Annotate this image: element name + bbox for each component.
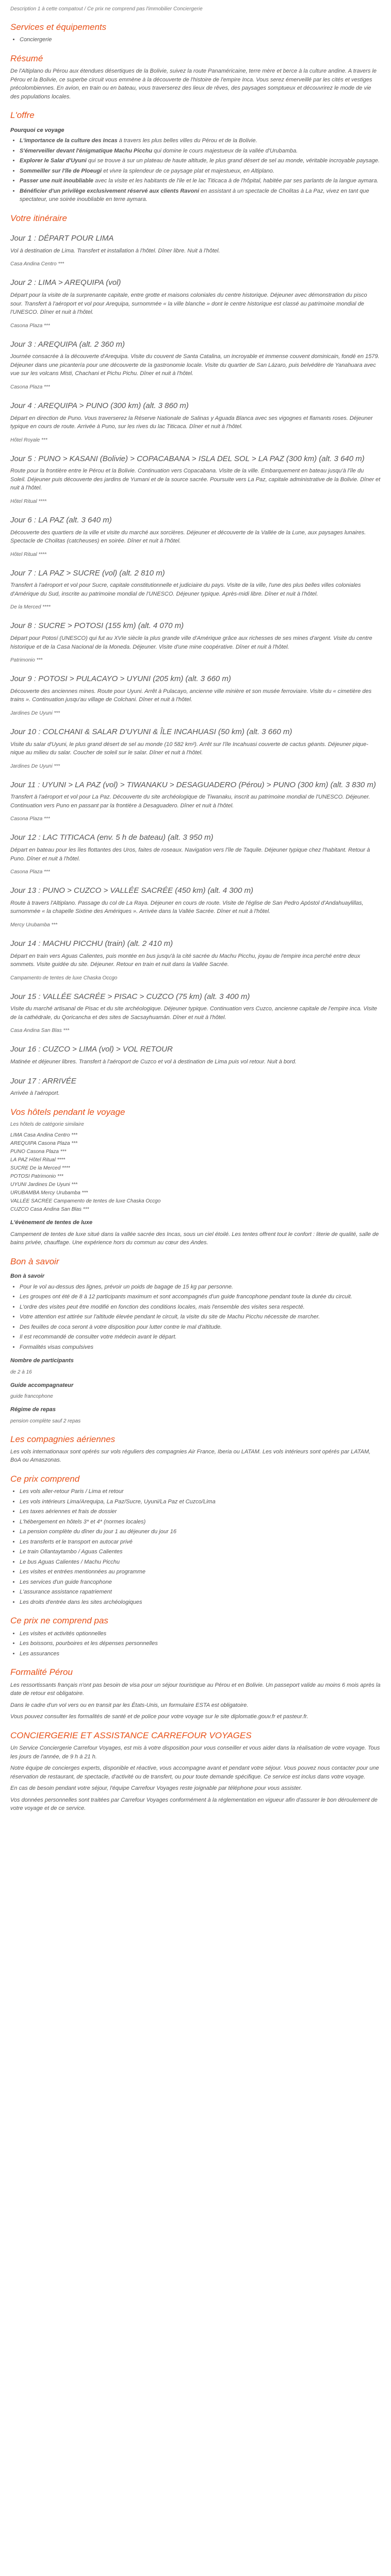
conciergerie-text: Un Service Conciergerie Carrefour Voyages, est mis à votre disposition pour vous conseiller et vous aider dans la réalisation de votre voyage. Tous les jours de l'année, de 9 h à 21 h.	[10, 1745, 380, 1760]
hotels-title: Vos hôtels pendant le voyage	[10, 1107, 125, 1117]
day-title: Jour 7 : LA PAZ > SUCRE (vol) (alt. 2 810 m)	[10, 568, 165, 578]
hotel-item: VALLÉE SACRÉE Campamento de tentes de luxe Chaska Occgo	[10, 1198, 161, 1205]
formalites-title: Formalité Pérou	[10, 1667, 73, 1677]
prix-comprend-item: • L'assurance assistance rapatriement	[20, 1588, 381, 1597]
prix-comprend-item: • Les transferts et le transport en autocar privé	[20, 1538, 381, 1547]
hotels-list	[10, 1131, 381, 1213]
conciergerie-text: Vos données personnelles sont traitées par Carrefour Voyages conformément à la réglementation en vigueur afin d'assurer le bon déroulement de votre voyage et de ce service.	[10, 1797, 378, 1812]
prix-comprend-list	[20, 1487, 381, 1606]
hotel-item: CUZCO Casa Andina San Blas ***	[10, 1207, 89, 1213]
day-block	[10, 727, 381, 770]
formalites-text: Dans le cadre d'un vol vers ou en transit par les États-Unis, un formulaire ESTA est obligatoire.	[10, 1702, 249, 1708]
day-text: Départ pour la visite de la surprenante capitale, entre grotte et maisons coloniales du centre historique. Déjeuner avec démonstration du pisco sour. Transfert à l'aéroport et vol pour Arequipa, surnommée « la ville blanche » dont le centre historique est classé au patrimoine mondial de l'UNESCO. Dîner et nuit à l'hôtel.	[10, 292, 367, 316]
day-block	[10, 674, 381, 717]
services-list	[20, 36, 381, 44]
day-block	[10, 939, 381, 982]
day-block	[10, 992, 381, 1035]
day-title: Jour 9 : POTOSI > PULACAYO > UYUNI (205 km) (alt. 3 660 m)	[10, 674, 231, 684]
itineraire-title: Votre itinéraire	[10, 213, 67, 223]
field-label: Régime de repas	[10, 1406, 56, 1413]
bon-a-savoir-item: • L'ordre des visites peut être modifié en fonction des conditions locales, mais l'ensemble des visites sera respecté.	[20, 1303, 381, 1312]
day-text: Départ en bateau pour les îles flottantes des Uros, faites de roseaux. Navigation vers l'île de Taquile. Déjeuner typique chez l'habitant. Retour à Puno. Dîner et nuit à l'hôtel.	[10, 847, 370, 862]
field-label: Guide accompagnateur	[10, 1382, 74, 1388]
prix-ne-comprend-item: • Les boissons, pourboires et les dépenses personnelles	[20, 1639, 381, 1648]
hotel-item: POTOSI Patrimonio ***	[10, 1174, 63, 1180]
itineraire-section	[10, 213, 381, 1098]
bon-a-savoir-item: • Formalités visas compulsives	[20, 1343, 381, 1352]
bon-a-savoir-title: Bon à savoir	[10, 1256, 59, 1266]
prix-comprend-item: • La pension complète du dîner du jour 1 au déjeuner du jour 16	[20, 1528, 381, 1536]
day-block	[10, 278, 381, 329]
resume-title: Résumé	[10, 53, 43, 63]
bon-a-savoir-item: • Des feuilles de coca seront à votre disposition pour lutter contre le mal d'altitude.	[20, 1323, 381, 1332]
day-hotel: Casona Plaza ***	[10, 816, 50, 822]
day-block	[10, 1077, 381, 1098]
day-title: Jour 8 : SUCRE > POTOSI (155 km) (alt. 4 070 m)	[10, 621, 184, 631]
offre-section	[10, 110, 381, 204]
hotel-item: LA PAZ Hôtel Ritual ****	[10, 1157, 66, 1163]
prix-comprend-item: • Les vols intérieurs Lima/Arequipa, La Paz/Sucre, Uyuni/La Paz et Cuzco/Lima	[20, 1498, 381, 1506]
day-text: Transfert à l'aéroport et vol pour Sucre, capitale constitutionnelle et judiciaire du pays. Visite de la ville, l'une des plus belles villes coloniales d'Amérique du Sud, inscrite au patrimoine mondial de l'UNESCO. Déjeuner typique. Après-midi libre. Dîner et nuit à l'hôtel.	[10, 582, 361, 597]
day-title: Jour 17 : ARRIVÉE	[10, 1076, 76, 1086]
hotel-item: PUNO Casona Plaza ***	[10, 1149, 67, 1155]
day-text: Journée consacrée à la découverte d'Arequipa. Visite du couvent de Santa Catalina, un incroyable et immense couvent dominicain, fondé en 1579. Déjeuner dans une picantería pour une découverte de la gastronomie locale. Visite du quartier de San Lázaro, puis belvédère de Yanahuara avec vue sur les volcans Misti, Chachani et Pichu Pichu. Dîner et nuit à l'hôtel.	[10, 353, 380, 377]
offre-subtitle: Pourquoi ce voyage	[10, 127, 64, 133]
day-hotel: Casa Andina Centro ***	[10, 261, 64, 267]
formalites-text: Les ressortissants français n'ont pas besoin de visa pour un séjour touristique au Pérou et en Bolivie. Un passeport valide au moins 6 mois après la date de retour est obligatoire.	[10, 1682, 381, 1697]
prix-ne-comprend-section	[10, 1616, 381, 1658]
field-value: guide francophone	[10, 1394, 53, 1400]
day-block	[10, 569, 381, 612]
day-title: Jour 10 : COLCHANI & SALAR D'UYUNI & ÎLE INCAHUASI (50 km) (alt. 3 660 m)	[10, 727, 292, 736]
prix-comprend-item: • L'hébergement en hôtels 3* et 4* (normes locales)	[20, 1518, 381, 1527]
day-hotel: Campamento de tentes de luxe Chaska Occgo	[10, 975, 118, 981]
day-block	[10, 234, 381, 268]
prix-comprend-item: • Le bus Aguas Calientes / Machu Picchu	[20, 1558, 381, 1567]
prix-ne-comprend-item: • Les visites et activités optionnelles	[20, 1630, 381, 1638]
day-text: Départ en direction de Puno. Vous traverserez la Réserve Nationale de Salinas y Aguada Blanca avec ses vigognes et flamants roses. Déjeuner typique en cours de route. Arrivée à Puno, sur les rives du lac Titicaca. Dîner et nuit à l'hôtel.	[10, 415, 373, 430]
day-title: Jour 11 : UYUNI > LA PAZ (vol) > TIWANAKU > DESAGUADERO (Pérou) > PUNO (300 km) (alt. 3 830 m)	[10, 780, 376, 789]
prix-comprend-title: Ce prix comprend	[10, 1473, 80, 1484]
bon-a-savoir-item: • Il est recommandé de consulter votre médecin avant le départ.	[20, 1333, 381, 1342]
offre-item: • L'importance de la culture des Incas à travers les plus belles villes du Pérou et de la Bolivie.	[20, 137, 381, 145]
field-label: Nombre de participants	[10, 1358, 74, 1364]
day-hotel: Casona Plaza ***	[10, 384, 50, 390]
day-title: Jour 15 : VALLÉE SACRÉE > PISAC > CUZCO (75 km) (alt. 3 400 m)	[10, 992, 250, 1001]
prix-comprend-item: • Les taxes aériennes et frais de dossier	[20, 1507, 381, 1516]
conciergerie-section	[10, 1731, 381, 1813]
services-title: Services et équipements	[10, 22, 107, 32]
day-text: Arrivée à l'aéroport.	[10, 1090, 60, 1097]
bon-a-savoir-subtitle: Bon à savoir	[10, 1273, 45, 1280]
day-title: Jour 3 : AREQUIPA (alt. 2 360 m)	[10, 340, 125, 349]
prix-ne-comprend-item: • Les assurances	[20, 1650, 381, 1658]
day-hotel: Casona Plaza ***	[10, 323, 50, 329]
offre-item: • Bénéficier d'un privilège exclusivement réservé aux clients Ravoni en assistant à un spectacle de Cholitas à La Paz, vivez en tant que spectateur, une soirée inoubliable en terre aymara.	[20, 187, 381, 204]
formalites-text: Vous pouvez consulter les formalités de santé et de police pour votre voyage sur le site diplomatie.gouv.fr et pasteur.fr.	[10, 1714, 308, 1720]
day-title: Jour 13 : PUNO > CUZCO > VALLÉE SACRÉE (450 km) (alt. 4 300 m)	[10, 886, 253, 895]
day-text: Visite du marché artisanal de Pisac et du site archéologique. Déjeuner typique. Continuation vers Cuzco, ancienne capitale de l'empire inca. Visite de la cathédrale, du Qoricancha et des sites de Sacsayhuamán. Dîner et nuit à l'hôtel.	[10, 1006, 377, 1021]
hotel-item: UYUNI Jardines De Uyuni ***	[10, 1182, 78, 1188]
day-hotel: Hôtel Royale ***	[10, 437, 47, 443]
itineraire-days	[10, 234, 381, 1098]
services-section	[10, 22, 381, 44]
bon-a-savoir-section	[10, 1257, 381, 1425]
field-value: pension complète sauf 2 repas	[10, 1418, 81, 1424]
day-hotel: Casona Plaza ***	[10, 869, 50, 875]
hotel-item: AREQUIPA Casona Plaza ***	[10, 1141, 78, 1147]
day-hotel: Casa Andina San Blas ***	[10, 1028, 70, 1034]
day-text: Découverte des anciennes mines. Route pour Uyuni. Arrêt à Pulacayo, ancienne ville minière et son musée ferroviaire. Visite du « cimetière des trains ». Continuation jusqu'au village de Colchani. Dîner et nuit à l'hôtel.	[10, 688, 372, 703]
day-hotel: Jardines De Uyuni ***	[10, 710, 60, 716]
day-text: Départ pour Potosí (UNESCO) qui fut au XVIe siècle la plus grande ville d'Amérique grâce aux richesses de ses mines d'argent. Visite du centre historique et de la Casa Nacional de la Moneda. Déjeuner. Visite d'une mine coopérative. Dîner et nuit à l'hôtel.	[10, 635, 372, 650]
day-hotel: Hôtel Ritual ****	[10, 498, 47, 504]
conciergerie-text: En cas de besoin pendant votre séjour, l'équipe Carrefour Voyages reste joignable par téléphone pour vous assister.	[10, 1785, 302, 1792]
prix-comprend-item: • Les vols aller-retour Paris / Lima et retour	[20, 1487, 381, 1496]
hotel-item: SUCRE De la Merced ****	[10, 1165, 70, 1172]
day-text: Départ en train vers Aguas Calientes, puis montée en bus jusqu'à la cité sacrée du Machu Picchu, joyau de l'empire inca perché entre deux sommets. Visite guidée du site. Déjeuner. Retour en train et nuit dans la Vallée Sacrée.	[10, 953, 361, 968]
offre-list	[20, 137, 381, 204]
day-block	[10, 886, 381, 929]
day-text: Visite du salar d'Uyuni, le plus grand désert de sel au monde (10 582 km²). Arrêt sur l'île Incahuasi couverte de cactus géants. Déjeuner pique-nique au milieu du salar. Coucher de soleil sur le salar. Dîner et nuit à l'hôtel.	[10, 741, 368, 756]
bon-a-savoir-item: • Pour le vol au-dessus des lignes, prévoir un poids de bagage de 15 kg par personne.	[20, 1283, 381, 1292]
day-block	[10, 781, 381, 823]
day-title: Jour 16 : CUZCO > LIMA (vol) > VOL RETOUR	[10, 1045, 173, 1054]
prix-comprend-item: • Les services d'un guide francophone	[20, 1578, 381, 1587]
compagnies-title: Les compagnies aériennes	[10, 1434, 116, 1444]
resume-text: De l'Altiplano du Pérou aux étendues désertiques de la Bolivie, suivez la route Panaméricaine, terre mère et berce à la culture andine. A travers le Pérou et la Bolivie, ce superbe circuit vous emmène à la découverte de l'histoire de l'empire Inca. Vous serez émerveillé par les cités et vestiges précolombiennes. En avion, en train ou en bateau, vous traverserez des lieux de rêves, des paysages somptueux et découvrirez le mode de vie des populations locales.	[10, 68, 377, 100]
prix-comprend-item: • Le train Ollantaytambo / Aguas Calientes	[20, 1548, 381, 1556]
conciergerie-text: Notre équipe de concierges experts, disponible et réactive, vous accompagne avant et pendant votre séjour. Vous pouvez nous contacter pour une réservation de restaurant, de spectacle, d'activité ou de transfert, ou pour toute demande spécifique. Ce service est inclus dans votre voyage.	[10, 1765, 379, 1780]
day-title: Jour 5 : PUNO > KASANI (Bolivie) > COPACABANA > ISLA DEL SOL > LA PAZ (300 km) (alt. 3 640 m)	[10, 454, 365, 463]
day-block	[10, 833, 381, 876]
conciergerie-title: CONCIERGERIE ET ASSISTANCE CARREFOUR VOYAGES	[10, 1730, 252, 1740]
bon-a-savoir-fields	[10, 1357, 381, 1425]
compagnies-section	[10, 1434, 381, 1465]
day-text: Transfert à l'aéroport et vol pour La Paz. Découverte du site archéologique de Tiwanaku, inscrit au patrimoine mondial de l'UNESCO. Déjeuner. Continuation vers Puno en passant par la frontière à Desaguadero. Dîner et nuit à l'hôtel.	[10, 794, 370, 809]
day-title: Jour 4 : AREQUIPA > PUNO (300 km) (alt. 3 860 m)	[10, 401, 189, 410]
day-hotel: Mercy Urubamba ***	[10, 922, 58, 928]
bon-a-savoir-list	[20, 1283, 381, 1352]
day-hotel: Hôtel Ritual ****	[10, 551, 47, 557]
day-text: Découverte des quartiers de la ville et visite du marché aux sorcières. Déjeuner et découverte de la Vallée de la Lune, aux paysages lunaires. Spectacle de Cholitas (catcheuses) en soirée. Dîner et nuit à l'hôtel.	[10, 529, 366, 545]
day-hotel: De la Merced ****	[10, 604, 51, 611]
day-title: Jour 14 : MACHU PICCHU (train) (alt. 2 410 m)	[10, 939, 173, 948]
day-block	[10, 454, 381, 505]
hotels-note: Campement de tentes de luxe situé dans la vallée sacrée des Incas, sous un ciel étoilé. Les tentes offrent tout le confort : literie de qualité, salle de bains privée, chauffage. Une expérience hors du commun au cœur des Andes.	[10, 1231, 379, 1246]
hotel-item: URUBAMBA Mercy Urubamba ***	[10, 1190, 88, 1196]
services-item: • Conciergerie	[20, 36, 381, 44]
day-block	[10, 621, 381, 664]
offre-item: • Explorer le Salar d'Uyuni qui se trouve à sur un plateau de haute altitude, le plus grand désert de sel au monde, véritable incroyable paysage.	[20, 157, 381, 165]
field-value: de 2 à 16	[10, 1369, 32, 1375]
day-title: Jour 1 : DÉPART POUR LIMA	[10, 234, 114, 243]
prix-comprend-section	[10, 1474, 381, 1606]
resume-section	[10, 54, 381, 101]
hotels-intro: Les hôtels de catégorie similaire	[10, 1122, 84, 1128]
formalites-section	[10, 1667, 381, 1721]
offre-item: • Sommeiller sur l'île de Ploeugi et vivre la splendeur de ce paysage plat et majestueux, en Altiplano.	[20, 167, 381, 176]
day-block	[10, 1045, 381, 1066]
hotel-item: LIMA Casa Andina Centro ***	[10, 1132, 77, 1139]
day-hotel: Patrimonio ***	[10, 657, 43, 664]
day-block	[10, 516, 381, 558]
hotels-note-title: L'évènement de tentes de luxe	[10, 1219, 93, 1226]
prix-ne-comprend-list	[20, 1630, 381, 1658]
day-hotel: Jardines De Uyuni ***	[10, 763, 60, 769]
prix-comprend-item: • Les visites et entrées mentionnées au programme	[20, 1568, 381, 1577]
offre-item: • S'émerveiller devant l'énigmatique Machu Picchu qui domine le cours majestueux de la vallée d'Urubamba.	[20, 147, 381, 156]
day-text: Vol à destination de Lima. Transfert et installation à l'hôtel. Dîner libre. Nuit à l'hôtel.	[10, 247, 220, 254]
day-block	[10, 340, 381, 391]
hotels-section	[10, 1107, 381, 1247]
prix-comprend-item: • Les droits d'entrée dans les sites archéologiques	[20, 1598, 381, 1607]
offre-title: L'offre	[10, 110, 35, 121]
day-text: Matinée et déjeuner libres. Transfert à l'aéroport de Cuzco et vol à destination de Lima puis vol retour. Nuit à bord.	[10, 1059, 297, 1065]
offre-item: • Passer une nuit inoubliable avec la visite et les habitants de l'ile et le lac Titicaca à de l'hôpital, habitée par ses parlants de la langue aymara.	[20, 177, 381, 185]
compagnies-text: Les vols internationaux sont opérés sur vols réguliers des compagnies Air France, Iberia ou LATAM. Les vols intérieurs sont opérés par LATAM, BoA ou Amaszonas.	[10, 1448, 371, 1464]
day-text: Route pour la frontière entre le Pérou et la Bolivie. Continuation vers Copacabana. Visite de la ville. Embarquement en bateau jusqu'à l'île du Soleil. Déjeuner puis découverte des jardins de Yumani et de la source sacrée. Poursuite vers La Paz, capitale administrative de la Bolivie. Dîner et nuit à l'hôtel.	[10, 468, 381, 492]
top-line: Description 1 à cette compatout / Ce prix ne comprend pas l'immobilier Conciergerie	[10, 6, 203, 12]
day-block	[10, 401, 381, 444]
day-text: Route à travers l'Altiplano. Passage du col de La Raya. Déjeuner en cours de route. Visite de l'église de San Pedro Apóstol d'Andahuaylillas, surnommée « la chapelle Sixtine des Amériques ». Arrivée dans la Vallée Sacrée. Dîner et nuit à l'hôtel.	[10, 900, 364, 915]
day-title: Jour 12 : LAC TITICACA (env. 5 h de bateau) (alt. 3 950 m)	[10, 833, 214, 842]
bon-a-savoir-item: • Les groupes ont été de 8 à 12 participants maximum et sont accompagnés d'un guide francophone pendant toute la durée du circuit.	[20, 1293, 381, 1301]
day-title: Jour 2 : LIMA > AREQUIPA (vol)	[10, 278, 121, 287]
day-title: Jour 6 : LA PAZ (alt. 3 640 m)	[10, 515, 112, 524]
prix-ne-comprend-title: Ce prix ne comprend pas	[10, 1616, 108, 1626]
bon-a-savoir-item: • Votre attention est attirée sur l'altitude élevée pendant le circuit, la visite du site de Machu Picchu nécessite de marcher.	[20, 1313, 381, 1321]
